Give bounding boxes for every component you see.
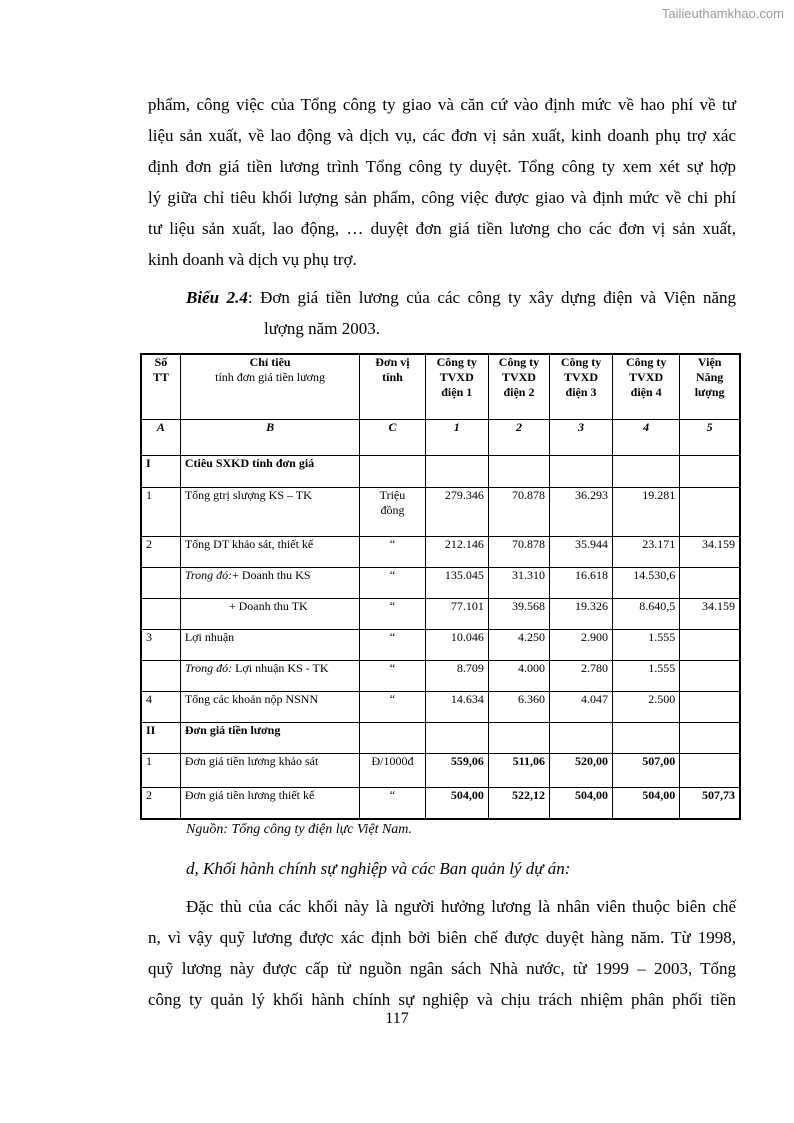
value-cell: 520,00	[550, 754, 613, 788]
value-cell: 1.555	[613, 630, 680, 661]
text-line: liệu sản xuất, về lao động và dịch vụ, các đơn vị sản xuất, kinh doanh phụ trợ xác	[148, 126, 736, 145]
value-cell: 4.047	[550, 692, 613, 723]
value-cell: 77.101	[425, 599, 488, 630]
text-line: định đơn giá tiền lương trình Tổng công ty duyệt. Tổng công ty xem xét sự hợp	[148, 157, 736, 176]
value-cell: 31.310	[488, 568, 549, 599]
row-label-text: Tổng gtrị slượng KS – TK	[184, 488, 312, 502]
table-row	[141, 661, 740, 692]
caption-text-cont: lượng năm 2003.	[264, 319, 380, 338]
caption-text: : Đơn giá tiền lương của các công ty xây dựng điện và Viện năng	[247, 288, 736, 307]
value-cell: 8.709	[425, 661, 488, 692]
table-row	[141, 568, 740, 599]
value-cell: 504,00	[613, 788, 680, 819]
header-unit: Đơn vị tính	[360, 354, 425, 420]
value-cell	[680, 488, 740, 537]
row-label-text: Tổng DT khảo sát, thiết kế	[184, 537, 314, 551]
value-cell: 507,00	[613, 754, 680, 788]
subheading: d, Khối hành chính sự nghiệp và các Ban quản lý dự án:	[186, 859, 571, 878]
row-number: 2	[141, 537, 180, 568]
row-label	[180, 754, 359, 788]
row-label	[180, 692, 359, 723]
row-unit: “	[360, 568, 425, 599]
section-label: Đơn giá tiền lương	[180, 723, 359, 754]
row-label-text: + Doanh thu TK	[228, 599, 308, 613]
letter-cell: 1	[425, 420, 488, 456]
value-cell: 559,06	[425, 754, 488, 788]
section-row	[141, 456, 740, 488]
source-note: Nguồn: Tổng công ty điện lực Việt Nam.	[186, 822, 412, 837]
row-label-text: Lợi nhuận	[184, 630, 235, 644]
letter-row	[141, 420, 740, 456]
letter-cell: 3	[550, 420, 613, 456]
value-cell: 70.878	[488, 537, 549, 568]
value-cell: 2.780	[550, 661, 613, 692]
row-number: 2	[141, 788, 180, 819]
row-label	[180, 568, 359, 599]
value-cell: 16.618	[550, 568, 613, 599]
row-label-text: Lợi nhuận KS - TK	[232, 661, 329, 675]
value-cell: 4.250	[488, 630, 549, 661]
table-row	[141, 537, 740, 568]
row-unit: “	[360, 599, 425, 630]
text-line: n, vì vậy quỹ lương được xác định bởi biên chế được duyệt hàng năm. Từ 1998,	[148, 928, 736, 947]
value-cell	[680, 692, 740, 723]
header-chitieu: Chỉ tiêu tính đơn giá tiền lương	[180, 354, 359, 420]
header-institute: Viện Năng lượng	[680, 354, 740, 420]
value-cell: 212.146	[425, 537, 488, 568]
row-label-text: Tổng các khoản nộp NSNN	[184, 692, 319, 706]
text-line: Đặc thù của các khối này là người hưởng lương là nhân viên thuộc biên chế	[186, 897, 736, 916]
label-prefix: Trong đó:	[184, 568, 233, 582]
row-number	[141, 568, 180, 599]
value-cell	[680, 754, 740, 788]
value-cell: 135.045	[425, 568, 488, 599]
paragraph-admin	[148, 891, 736, 1015]
value-cell: 2.900	[550, 630, 613, 661]
text-line: tư liệu sản xuất, lao động, … duyệt đơn giá tiền lương cho các đơn vị sản xuất,	[148, 219, 736, 238]
text-line: lý giữa chỉ tiêu khối lượng sản phẩm, công việc được giao và định mức về chi phí	[148, 188, 736, 207]
row-unit: “	[360, 788, 425, 819]
label-prefix: Trong đó:	[184, 661, 233, 675]
value-cell: 8.640,5	[613, 599, 680, 630]
row-label-text: + Doanh thu KS	[232, 568, 311, 582]
paragraph-intro	[148, 89, 736, 275]
text-line: quỹ lương này được cấp từ nguồn ngân sách Nhà nước, từ 1999 – 2003, Tổng	[148, 959, 736, 978]
value-cell: 19.281	[613, 488, 680, 537]
row-unit: Triệu đồng	[360, 488, 425, 537]
value-cell: 70.878	[488, 488, 549, 537]
letter-cell: 4	[613, 420, 680, 456]
section-row	[141, 723, 740, 754]
value-cell: 34.159	[680, 537, 740, 568]
value-cell: 23.171	[613, 537, 680, 568]
row-unit: “	[360, 537, 425, 568]
table-row	[141, 630, 740, 661]
row-number: 1	[141, 488, 180, 537]
row-number	[141, 599, 180, 630]
wage-table	[140, 353, 741, 820]
value-cell: 504,00	[425, 788, 488, 819]
row-unit: “	[360, 630, 425, 661]
letter-cell: C	[360, 420, 425, 456]
row-label	[180, 599, 359, 630]
table-row	[141, 599, 740, 630]
text-line: công ty quản lý khối hành chính sự nghiệp và chịu trách nhiệm phân phối tiền	[148, 990, 736, 1009]
value-cell: 36.293	[550, 488, 613, 537]
value-cell: 6.360	[488, 692, 549, 723]
row-label	[180, 630, 359, 661]
value-cell: 522,12	[488, 788, 549, 819]
value-cell: 10.046	[425, 630, 488, 661]
value-cell: 507,73	[680, 788, 740, 819]
letter-cell: 2	[488, 420, 549, 456]
header-row	[141, 354, 740, 420]
value-cell: 14.634	[425, 692, 488, 723]
row-number	[141, 661, 180, 692]
section-number: II	[141, 723, 180, 754]
watermark: Tailieuthamkhao.com	[661, 6, 784, 21]
value-cell: 34.159	[680, 599, 740, 630]
header-company-3: Công ty TVXD điện 3	[550, 354, 613, 420]
row-unit: “	[360, 692, 425, 723]
header-stt: Số TT	[141, 354, 180, 420]
value-cell: 511,06	[488, 754, 549, 788]
header-company-1: Công ty TVXD điện 1	[425, 354, 488, 420]
table-caption	[186, 282, 736, 344]
row-number: 1	[141, 754, 180, 788]
value-cell: 14.530,6	[613, 568, 680, 599]
text-line: kinh doanh và dịch vụ phụ trợ.	[148, 250, 357, 269]
value-cell	[680, 661, 740, 692]
table-row	[141, 488, 740, 537]
header-company-2: Công ty TVXD điện 2	[488, 354, 549, 420]
row-number: 3	[141, 630, 180, 661]
value-cell: 19.326	[550, 599, 613, 630]
value-cell: 2.500	[613, 692, 680, 723]
value-cell: 504,00	[550, 788, 613, 819]
header-company-4: Công ty TVXD điện 4	[613, 354, 680, 420]
row-label	[180, 661, 359, 692]
row-label-text: Đơn giá tiền lương khảo sát	[184, 754, 319, 768]
row-label-text: Đơn giá tiền lương thiết kế	[184, 788, 315, 802]
caption-label: Biểu 2.4	[186, 288, 248, 307]
page-number: 117	[385, 1010, 409, 1027]
row-label	[180, 788, 359, 819]
value-cell: 1.555	[613, 661, 680, 692]
section-label: Ctiêu SXKD tính đơn giá	[180, 456, 359, 488]
row-unit: Đ/1000đ	[360, 754, 425, 788]
section-number: I	[141, 456, 180, 488]
row-label	[180, 537, 359, 568]
value-cell	[680, 630, 740, 661]
value-cell: 4.000	[488, 661, 549, 692]
letter-cell: A	[141, 420, 180, 456]
value-cell	[680, 568, 740, 599]
table-row	[141, 754, 740, 788]
letter-cell: 5	[680, 420, 740, 456]
value-cell: 39.568	[488, 599, 549, 630]
row-number: 4	[141, 692, 180, 723]
letter-cell: B	[180, 420, 359, 456]
table-row	[141, 692, 740, 723]
text-line: phẩm, công việc của Tổng công ty giao và căn cứ vào định mức về hao phí về tư	[148, 95, 736, 114]
row-label	[180, 488, 359, 537]
row-unit: “	[360, 661, 425, 692]
value-cell: 35.944	[550, 537, 613, 568]
table-row	[141, 788, 740, 819]
value-cell: 279.346	[425, 488, 488, 537]
